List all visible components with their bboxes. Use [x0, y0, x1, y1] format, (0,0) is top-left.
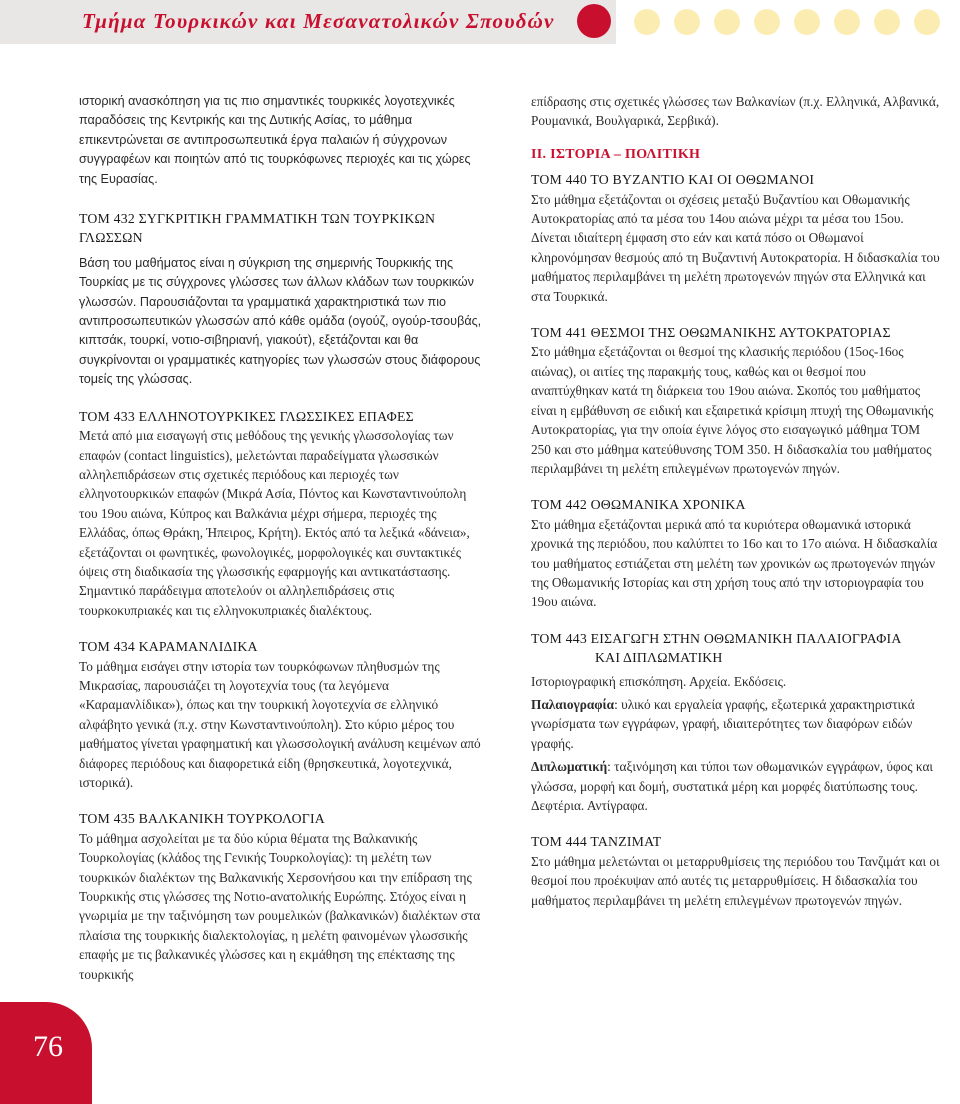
- course-description: Το μάθημα εισάγει στην ιστορία των τουρκόφωνων πληθυσμών της Μικρασίας, παρουσιάζει τη λογοτεχνία τους (τα λεγόμενα «Καραμανλίδικα»), όπως και την τουρκική λογοτεχνία σε ελληνικό αλφάβητο γενικά (π.χ. στην Κωνσταντινούπολη). Στο κύριο μέρος του μαθήματος γίνεται γραφηματική και γλωσσολογική ανάλυση κειμένων από διάφορες περιόδους και διαφορετικά είδη (θρησκευτικά, λογοτεχνικά, ιστορικά).: [79, 658, 481, 790]
- course-title: ΤΟΜ 444 ΤΑΝΖΙΜΑΤ: [531, 834, 662, 850]
- course-description: Στο μάθημα μελετώνται οι μεταρρυθμίσεις της περιόδου του Τανζιμάτ και οι θεσμοί που προέκυψαν από αυτές τις μεταρρυθμίσεις. Η διδασκαλία του μαθήματος περιλαμβάνει τη μελέτη επιλεγμένων πρωτογενών πηγών.: [531, 853, 940, 908]
- course-block: [79, 407, 483, 620]
- course-description: Το μάθημα ασχολείται με τα δύο κύρια θέματα της Βαλκανικής Τουρκολογίας (κλάδος της Γενικής Τουρκολογίας): τη μελέτη των τουρκικών διαλέκτων της Βαλκανικής Χερσονήσου και την επίδραση της Τουρκικής στις γλώσσες της Νοτιο-ανατολικής Ευρώπης. Στόχος είναι η γνωριμία με την ταξινόμηση των ρουμελικών (βαλκανικών) διαλέκτων στα πλαίσια της τουρκικής διαλεκτολογίας, η μελέτη φαινομένων γλωσσικής επαφής με τις βαλκανικές γλώσσες και η εκμάθηση της επέκτασης της τουρκικής: [79, 830, 481, 982]
- course-intro: Ιστοριογραφική επισκόπηση. Αρχεία. Εκδόσεις.: [531, 673, 787, 689]
- course-description: Στο μάθημα εξετάζονται μερικά από τα κυριότερα οθωμανικά ιστορικά χρονικά της περιόδου, που καλύπτει το 16ο και το 17ο αιώνα. Η διδασκαλία του μαθήματος εστιάζεται στη μελέτη των χρονικών ως πρωτογενών πηγών της Οθωμανικής Ιστορίας και στη χρήση τους από την ιστοριογραφία του 19ου αιώνα.: [531, 516, 938, 610]
- course-block: [531, 170, 943, 306]
- course-title: ΤΟΜ 441 ΘΕΣΜΟΙ ΤΗΣ ΟΘΩΜΑΝΙΚΗΣ ΑΥΤΟΚΡΑΤΟΡΙΑΣ: [531, 325, 891, 341]
- department-title: Τμήμα Τουρκικών και Μεσανατολικών Σπουδών: [82, 9, 555, 33]
- course-block: [531, 495, 943, 611]
- course-block: [531, 323, 943, 478]
- course-title: ΤΟΜ 433 ΕΛΛΗΝΟΤΟΥΡΚΙΚΕΣ ΓΛΩΣΣΙΚΕΣ ΕΠΑΦΕΣ: [79, 408, 414, 424]
- course-title: [531, 629, 943, 668]
- yellow-dot-ornament: [674, 9, 700, 35]
- course-title: ΤΟΜ 435 ΒΑΛΚΑΝΙΚΗ ΤΟΥΡΚΟΛΟΓΙΑ: [79, 811, 325, 827]
- yellow-dot-ornament: [634, 9, 660, 35]
- course-title-line: ΤΟΜ 443 ΕΙΣΑΓΩΓΗ ΣΤΗΝ ΟΘΩΜΑΝΙΚΗ ΠΑΛΑΙΟΓΡΑΦΙΑ: [531, 630, 902, 646]
- definition-paragraph: [531, 695, 943, 753]
- course-title: ΤΟΜ 432 ΣΥΓΚΡΙΤΙΚΗ ΓΡΑΜΜΑΤΙΚΗ ΤΩΝ ΤΟΥΡΚΙΚΩΝ ΓΛΩΣΣΩΝ: [79, 211, 436, 246]
- page-header: [0, 0, 616, 44]
- yellow-dot-ornament: [794, 9, 820, 35]
- definition-term: Παλαιογραφία: [531, 696, 615, 712]
- section-title: ΙΙ. ΙΣΤΟΡΙΑ – ΠΟΛΙΤΙΚΗ: [531, 146, 701, 162]
- course-description: Στο μάθημα εξετάζονται οι σχέσεις μεταξύ Βυζαντίου και Οθωμανικής Αυτοκρατορίας από τα μέσα του 14ου αιώνα μέχρι τα μέσα του 15ου. Δίνεται ιδιαίτερη έμφαση στο εάν και κατά πόσο οι Οθωμανοί κληρονόμησαν θεσμούς από τη Βυζαντινή Αυτοκρατορία. Η διδασκαλία του μαθήματος περιλαμβάνει τη μελέτη πρωτογενών πηγών στα Ελληνικά και στα Τουρκικά.: [531, 191, 940, 304]
- course-description: Στο μάθημα εξετάζονται οι θεσμοί της κλασικής περιόδου (15ος-16ος αιώνας), οι αιτίες της παρακμής τους, καθώς και οι θεσμοί που αναπτύχθηκαν κατά τη διάρκεια του 19ου αιώνα. Σκοπός του μαθήματος είναι η εμβάθυνση σε ειδική και εξαιρετικά κρίσιμη πτυχή της Οθωμανικής Αυτοκρατορίας, για την οποία έγινε λόγος στο εισαγωγικό μάθημα ΤΟΜ 250 και στο μάθημα κατεύθυνσης ΤΟΜ 350. Η διδασκαλία του μαθήματος περιλαμβάνει τη μελέτη επιλεγμένων πρωτογενών πηγών.: [531, 344, 934, 476]
- left-column: [79, 92, 483, 1001]
- course-block: [531, 832, 943, 910]
- definition-text: : ταξινόμηση και τύποι των οθωμανικών εγγράφων, ύφος και γλώσσα, μορφή και δομή, συστατικά μέρη και μορφές διατύπωσης τους. Δεφτέρια. Αντίγραφα.: [531, 759, 934, 813]
- course-block: [79, 209, 483, 390]
- yellow-dot-ornament: [714, 9, 740, 35]
- yellow-dot-ornament: [834, 9, 860, 35]
- definition-text: : υλικό και εργαλεία γραφής, εξωτερικά χαρακτηριστικά γνωρίσματα των εγγράφων, γραφή, ιδιαιτερότητες των διαφόρων ειδών γραφής.: [531, 696, 915, 751]
- yellow-dot-ornament: [754, 9, 780, 35]
- course-block: [531, 629, 943, 816]
- definition-term: Διπλωματική: [531, 759, 608, 775]
- course-title: ΤΟΜ 442 ΟΘΩΜΑΝΙΚΑ ΧΡΟΝΙΚΑ: [531, 497, 746, 513]
- intro-paragraph: ιστορική ανασκόπηση για τις πιο σημαντικές τουρκικές λογοτεχνικές παραδόσεις της Κεντρικής και της Δυτικής Ασίας, το μάθημα επικεντρώνεται σε αντιπροσωπευτικά έργα παλαιών ή σύγχρονων συγγραφέων και ποιητών από τις τουρκόφωνες περιοχές και τις χώρες της Ευρασίας.: [79, 94, 471, 186]
- course-title: ΤΟΜ 440 ΤΟ ΒΥΖΑΝΤΙΟ ΚΑΙ ΟΙ ΟΘΩΜΑΝΟΙ: [531, 172, 815, 188]
- right-column: [531, 92, 943, 927]
- yellow-dot-ornament: [874, 9, 900, 35]
- definition-paragraph: [531, 757, 943, 815]
- course-description: Μετά από μια εισαγωγή στις μεθόδους της γενικής γλωσσολογίας των επαφών (contact linguistics), μελετώνται παραδείγματα γλωσσικών αλληλεπιδράσεων στις σχετικές περιόδους και περιοχές των ελληνοτουρκικών επαφών (Μικρά Ασία, Πόντος και Κωνσταντινούπολη του 19ου αιώνα, Κύπρος και Βαλκάνια μέχρι σήμερα, περιοχές της Ελλάδας, όπως Θράκη, Ήπειρος, Κρήτη). Εκτός από τα λεξικά «δάνεια», εξετάζονται οι φωνητικές, φωνολογικές, μορφολογικές και συντακτικές όψεις στη διαδικασία της γλωσσικής εφαρμογής και αντικατάστασης. Σημαντικό παράδειγμα αποτελούν οι αλληλεπιδράσεις στις τουρκοκυπριακές και τις ελληνοκυπριακές διαλέκτους.: [79, 428, 470, 618]
- page-number: 76: [33, 1030, 63, 1063]
- continuation-paragraph: επίδρασης στις σχετικές γλώσσες των Βαλκανίων (π.χ. Ελληνικά, Αλβανικά, Ρουμανικά, Βουλγαρικά, Σερβικά).: [531, 94, 940, 129]
- course-title: ΤΟΜ 434 ΚΑΡΑΜΑΝΛΙΔΙΚΑ: [79, 639, 258, 655]
- page-number-tab: [0, 1002, 92, 1104]
- course-block: [79, 637, 483, 792]
- red-dot-ornament: [577, 4, 611, 38]
- yellow-dot-ornament: [914, 9, 940, 35]
- course-title-line: ΚΑΙ ΔΙΠΛΩΜΑΤΙΚΗ: [595, 650, 723, 666]
- course-block: [79, 809, 483, 984]
- course-description: Βάση του μαθήματος είναι η σύγκριση της σημερινής Τουρκικής της Τουρκίας με τις σύγχρονες γλώσσες των άλλων κλάδων των τουρκικών γλωσσών. Παρουσιάζονται τα γραμματικά χαρακτηριστικά των πιο αντιπροσωπευτικών γλωσσών από κάθε ομάδα (ογούζ, ογούρ-τσουβάς, κιπτσάκ, τουρκί, νοτιο-σιβηριανή, γιακούτ), εξετάζονται και θα συγκρίνονται οι γραμματικές κατηγορίες των γλωσσών στους διάφορους τομείς της γλώσσας.: [79, 255, 482, 387]
